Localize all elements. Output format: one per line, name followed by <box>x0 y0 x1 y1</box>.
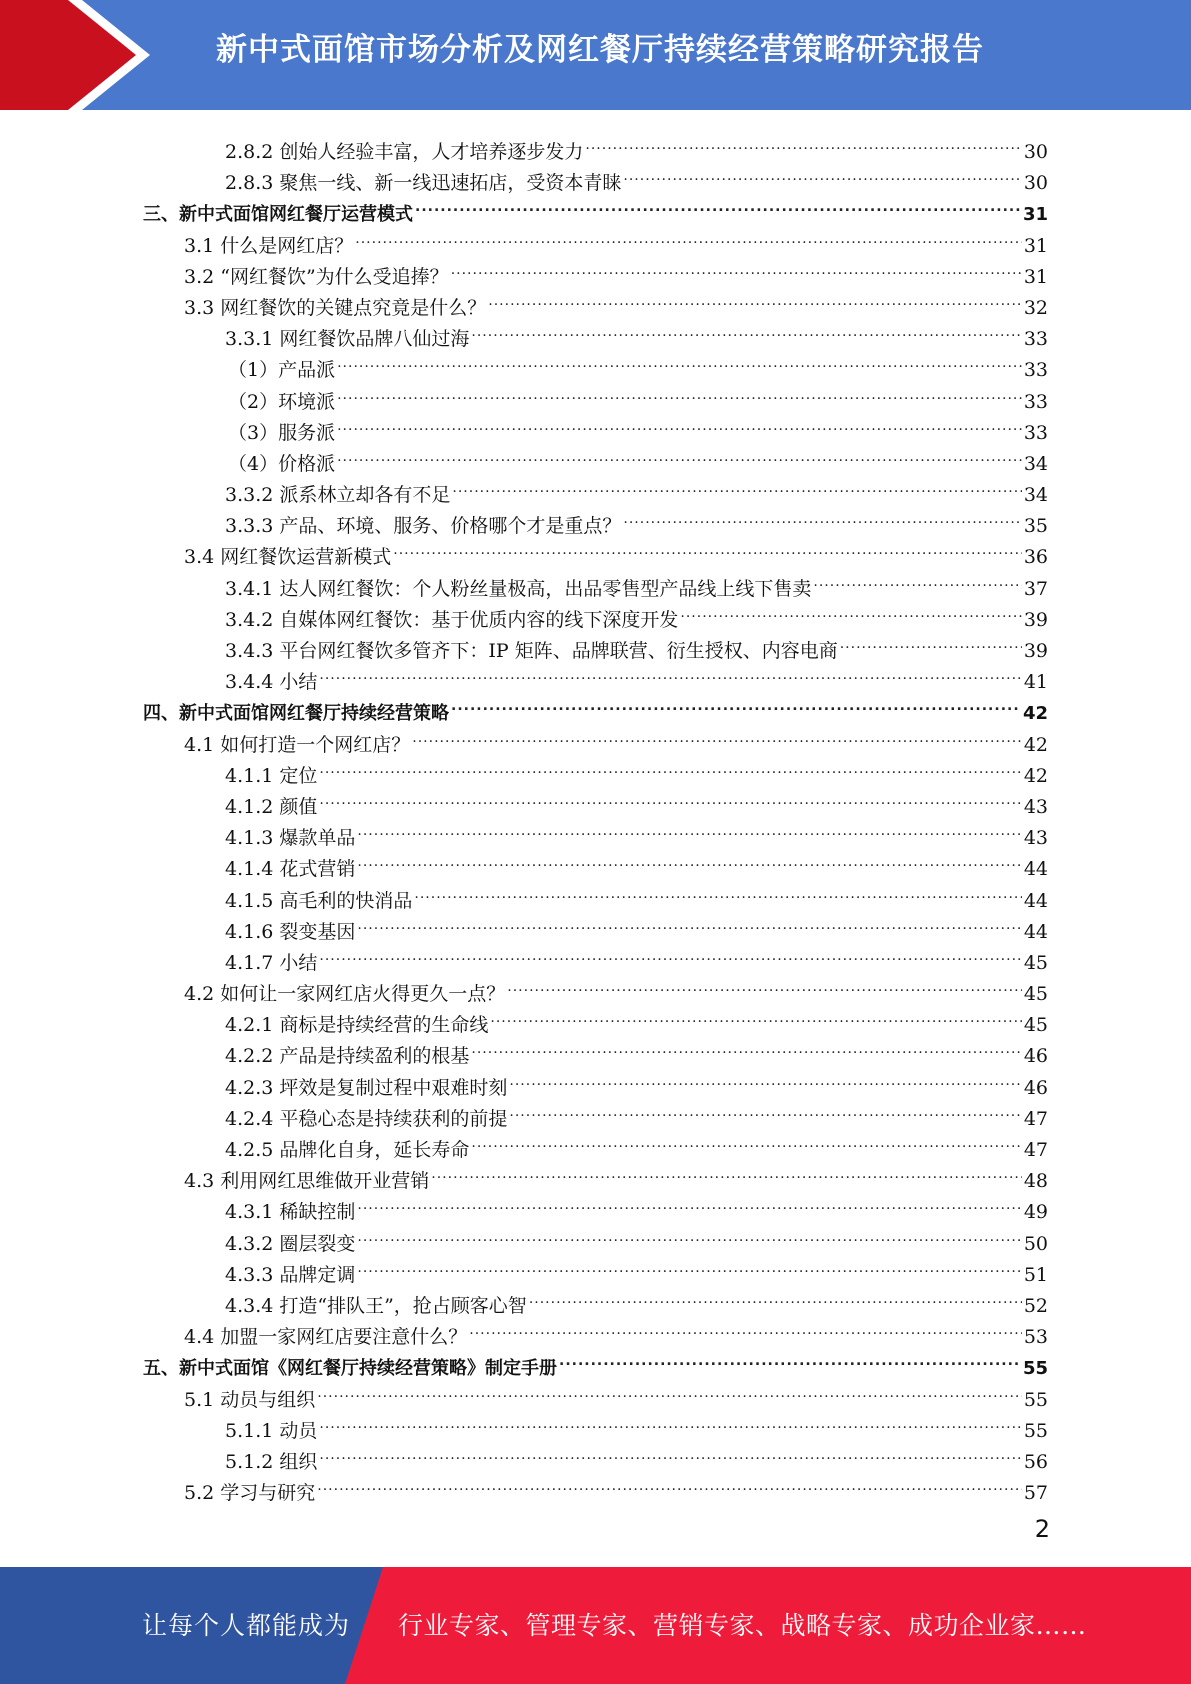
toc-dot-leader <box>471 1031 1021 1062</box>
toc-entry-page: 52 <box>1023 1294 1048 1317</box>
toc-entry-page: 44 <box>1023 858 1048 881</box>
toc-dot-leader <box>414 876 1021 907</box>
toc-entry[interactable] <box>0 127 1048 163</box>
toc-entry-title: 2.8.3 聚焦一线、新一线迅速拓店，受资本青睐 <box>225 172 622 195</box>
toc-entry[interactable] <box>0 876 1048 912</box>
toc-entry-title: 3.2 “网红餐饮”为什么受追捧？ <box>184 265 449 288</box>
toc-entry-page: 33 <box>1023 328 1048 351</box>
toc-entry-title: 3.4.1 达人网红餐饮：个人粉丝量极高，出品零售型产品线上线下售卖 <box>225 577 812 600</box>
toc-entry-title: （3）服务派 <box>228 421 336 444</box>
toc-dot-leader <box>529 1281 1022 1312</box>
toc-entry-title: 4.3.1 稀缺控制 <box>225 1201 356 1224</box>
toc-entry-title: 4.1 如何打造一个网红店？ <box>184 733 411 756</box>
toc-entry[interactable] <box>0 720 1048 756</box>
toc-entry[interactable] <box>0 314 1048 351</box>
toc-entry[interactable] <box>0 1281 1048 1317</box>
toc-entry-page: 45 <box>1023 951 1048 974</box>
toc-entry[interactable] <box>0 1094 1048 1130</box>
toc-entry-title: （4）价格派 <box>228 452 336 475</box>
toc-entry-title: 4.3.2 圈层裂变 <box>225 1232 356 1255</box>
toc-entry-title: 3.1 什么是网红店？ <box>184 234 354 257</box>
toc-entry-title: 3.3 网红餐饮的关键点究竟是什么？ <box>184 296 487 319</box>
toc-entry-title: 4.4 加盟一家网红店要注意什么？ <box>184 1326 468 1349</box>
toc-dot-leader <box>488 283 1022 314</box>
toc-entry-title: 3.3.3 产品、环境、服务、价格哪个才是重点？ <box>225 515 622 538</box>
toc-dot-leader <box>319 751 1021 782</box>
toc-entry-title: 4.3.4 打造“排队王”，抢占顾客心智 <box>225 1294 527 1317</box>
table-of-contents <box>0 127 1191 1505</box>
toc-entry-page: 39 <box>1023 608 1048 631</box>
toc-entry[interactable] <box>0 1468 1048 1505</box>
toc-entry-title: 3.4.2 自媒体网红餐饮：基于优质内容的线下深度开发 <box>225 608 679 631</box>
toc-entry-title: 4.1.6 裂变基因 <box>225 920 356 943</box>
toc-entry-page: 33 <box>1023 390 1048 413</box>
toc-entry-page: 57 <box>1023 1482 1048 1505</box>
toc-entry-page: 39 <box>1023 640 1048 662</box>
toc-entry[interactable] <box>0 283 1048 319</box>
toc-entry-page: 43 <box>1023 827 1048 850</box>
toc-entry-page: 33 <box>1023 359 1048 382</box>
toc-dot-leader <box>490 1000 1021 1031</box>
toc-dot-leader <box>451 688 1021 719</box>
toc-entry-page: 55 <box>1023 1419 1048 1442</box>
toc-entry[interactable] <box>0 1187 1048 1224</box>
toc-dot-leader <box>357 844 1021 875</box>
toc-entry-page: 53 <box>1023 1326 1048 1349</box>
toc-entry-title: 4.1.5 高毛利的快消品 <box>225 889 413 912</box>
toc-entry-page: 50 <box>1023 1232 1048 1255</box>
toc-entry[interactable] <box>0 377 1048 413</box>
toc-entry[interactable] <box>0 907 1048 943</box>
toc-entry-title: 3.4 网红餐饮运营新模式 <box>184 546 392 569</box>
toc-entry[interactable] <box>0 1250 1048 1286</box>
toc-entry[interactable] <box>0 751 1048 787</box>
toc-entry-title: 5.1.2 组织 <box>225 1450 318 1473</box>
toc-entry-title: 4.2.4 平稳心态是持续获利的前提 <box>225 1107 508 1130</box>
toc-dot-leader <box>509 1063 1021 1094</box>
toc-entry[interactable] <box>0 252 1048 288</box>
toc-dot-leader <box>813 564 1021 595</box>
toc-entry-page: 56 <box>1023 1450 1048 1473</box>
toc-dot-leader <box>319 1437 1021 1468</box>
header-red-arrow-icon <box>0 0 150 110</box>
toc-entry-page: 31 <box>1022 204 1048 226</box>
toc-entry-page: 31 <box>1023 265 1048 288</box>
toc-dot-leader <box>585 127 1021 158</box>
toc-entry-page: 47 <box>1023 1107 1048 1130</box>
toc-entry[interactable] <box>0 969 1048 1006</box>
toc-entry-title: 4.2.1 商标是持续经营的生命线 <box>225 1014 489 1037</box>
toc-entry[interactable] <box>0 595 1048 631</box>
toc-dot-leader <box>623 158 1021 189</box>
toc-entry[interactable] <box>0 345 1048 382</box>
toc-entry-title: 4.2.5 品牌化自身，延长寿命 <box>225 1139 470 1161</box>
toc-entry-page: 42 <box>1023 733 1048 756</box>
toc-entry-page: 49 <box>1023 1201 1048 1224</box>
page-number: 2 <box>1034 1515 1050 1543</box>
toc-dot-leader <box>337 408 1022 439</box>
toc-entry-page: 34 <box>1023 452 1048 475</box>
toc-entry-title: 4.1.2 颜值 <box>225 795 318 818</box>
toc-dot-leader <box>319 782 1021 813</box>
footer-slogan-right: 行业专家、管理专家、营销专家、战略专家、成功企业家…… <box>398 1611 1087 1640</box>
toc-dot-leader <box>337 345 1022 376</box>
toc-entry-title: 4.1.1 定位 <box>225 764 318 787</box>
toc-entry-title: 4.3 利用网红思维做开业营销 <box>184 1170 430 1193</box>
toc-dot-leader <box>680 595 1021 626</box>
toc-entry[interactable] <box>0 564 1048 600</box>
toc-dot-leader <box>840 626 1022 657</box>
toc-dot-leader <box>431 1156 1022 1187</box>
toc-dot-leader <box>357 1250 1021 1281</box>
toc-entry-page: 35 <box>1023 515 1048 538</box>
toc-entry-page: 42 <box>1023 764 1048 787</box>
toc-entry[interactable] <box>0 470 1048 507</box>
toc-entry-page: 33 <box>1023 421 1048 444</box>
toc-entry-page: 46 <box>1023 1076 1048 1099</box>
toc-dot-leader <box>471 314 1021 345</box>
toc-entry-page: 47 <box>1023 1139 1048 1161</box>
toc-dot-leader <box>507 969 1022 1000</box>
toc-entry[interactable] <box>0 189 1048 226</box>
toc-entry-page: 31 <box>1023 234 1048 257</box>
footer-bar <box>0 1567 1191 1684</box>
toc-dot-leader <box>319 1406 1021 1437</box>
toc-entry-page: 55 <box>1022 1358 1048 1380</box>
toc-entry[interactable] <box>0 626 1048 662</box>
toc-entry-title: 4.1.7 小结 <box>225 951 318 974</box>
toc-entry-page: 51 <box>1023 1263 1048 1286</box>
toc-entry-title: 3.4.3 平台网红餐饮多管齐下：IP 矩阵、品牌联营、衍生授权、内容电商 <box>225 640 838 662</box>
toc-dot-leader <box>319 657 1021 688</box>
toc-dot-leader <box>471 1125 1021 1156</box>
toc-entry-page: 45 <box>1023 983 1048 1006</box>
toc-dot-leader <box>559 1343 1021 1374</box>
toc-entry-page: 44 <box>1023 920 1048 943</box>
toc-entry-page: 46 <box>1023 1045 1048 1068</box>
footer-slogan-left: 让每个人都能成为 <box>142 1611 351 1640</box>
header-bar <box>0 0 1191 110</box>
toc-entry[interactable] <box>0 1031 1048 1068</box>
toc-entry-page: 36 <box>1023 546 1048 569</box>
toc-entry[interactable] <box>0 1437 1048 1473</box>
toc-entry[interactable] <box>0 844 1048 881</box>
toc-entry-title: 4.2.3 坪效是复制过程中艰难时刻 <box>225 1076 508 1099</box>
toc-dot-leader <box>357 1187 1021 1218</box>
toc-entry-title: 4.1.4 花式营销 <box>225 858 356 881</box>
toc-entry-title: 五、新中式面馆《网红餐厅持续经营策略》制定手册 <box>143 1358 557 1380</box>
toc-entry-page: 34 <box>1023 484 1048 507</box>
toc-entry-title: 2.8.2 创始人经验丰富，人才培养逐步发力 <box>225 141 584 163</box>
toc-entry[interactable] <box>0 1343 1048 1380</box>
toc-entry[interactable] <box>0 501 1048 538</box>
toc-entry[interactable] <box>0 1375 1048 1411</box>
toc-dot-leader <box>415 189 1021 220</box>
toc-entry[interactable] <box>0 1000 1048 1037</box>
document-title: 新中式面馆市场分析及网红餐厅持续经营策略研究报告 <box>216 32 984 68</box>
toc-entry-title: （2）环境派 <box>228 390 336 413</box>
toc-entry[interactable] <box>0 1156 1048 1193</box>
toc-dot-leader <box>412 720 1022 751</box>
toc-entry-page: 44 <box>1023 889 1048 912</box>
toc-dot-leader <box>355 221 1022 252</box>
toc-entry[interactable] <box>0 439 1048 475</box>
toc-entry-title: 5.1 动员与组织 <box>184 1388 316 1411</box>
toc-dot-leader <box>451 252 1022 283</box>
toc-dot-leader <box>452 470 1021 501</box>
toc-entry[interactable] <box>0 938 1048 974</box>
toc-dot-leader <box>337 439 1022 470</box>
toc-dot-leader <box>357 907 1021 938</box>
toc-entry-title: （1）产品派 <box>228 359 336 382</box>
toc-dot-leader <box>337 377 1022 408</box>
toc-entry-page: 48 <box>1023 1170 1048 1193</box>
toc-entry-page: 37 <box>1023 577 1048 600</box>
toc-dot-leader <box>319 938 1021 969</box>
toc-entry[interactable] <box>0 408 1048 444</box>
toc-entry[interactable] <box>0 532 1048 569</box>
toc-entry-page: 32 <box>1023 296 1048 319</box>
toc-entry[interactable] <box>0 688 1048 725</box>
toc-entry-title: 5.1.1 动员 <box>225 1419 318 1442</box>
toc-dot-leader <box>469 1312 1022 1343</box>
toc-entry-page: 43 <box>1023 795 1048 818</box>
toc-entry-page: 30 <box>1023 141 1048 163</box>
toc-entry-title: 5.2 学习与研究 <box>184 1482 316 1505</box>
toc-entry[interactable] <box>0 813 1048 850</box>
toc-entry-title: 四、新中式面馆网红餐厅持续经营策略 <box>143 703 449 725</box>
toc-entry-title: 3.4.4 小结 <box>225 671 318 694</box>
toc-dot-leader <box>357 813 1021 844</box>
toc-dot-leader <box>317 1375 1022 1406</box>
toc-entry[interactable] <box>0 1312 1048 1349</box>
toc-entry-page: 42 <box>1022 703 1048 725</box>
toc-entry-title: 4.1.3 爆款单品 <box>225 827 356 850</box>
toc-entry-title: 三、新中式面馆网红餐厅运营模式 <box>143 204 413 226</box>
toc-entry-page: 55 <box>1023 1388 1048 1411</box>
toc-entry-title: 4.2.2 产品是持续盈利的根基 <box>225 1045 470 1068</box>
toc-entry[interactable] <box>0 782 1048 818</box>
toc-entry[interactable] <box>0 1219 1048 1255</box>
toc-dot-leader <box>509 1094 1021 1125</box>
toc-entry-page: 41 <box>1023 671 1048 694</box>
toc-entry[interactable] <box>0 1125 1048 1161</box>
toc-dot-leader <box>357 1219 1021 1250</box>
toc-entry[interactable] <box>0 158 1048 195</box>
toc-entry[interactable] <box>0 1406 1048 1442</box>
toc-entry-title: 3.3.2 派系林立却各有不足 <box>225 484 451 507</box>
toc-dot-leader <box>623 501 1021 532</box>
toc-dot-leader <box>317 1468 1022 1499</box>
toc-entry[interactable] <box>0 221 1048 257</box>
toc-entry-page: 45 <box>1023 1014 1048 1037</box>
toc-entry[interactable] <box>0 1063 1048 1099</box>
toc-entry-page: 30 <box>1023 172 1048 195</box>
toc-entry-title: 3.3.1 网红餐饮品牌八仙过海 <box>225 328 470 351</box>
toc-entry-title: 4.2 如何让一家网红店火得更久一点？ <box>184 983 506 1006</box>
toc-dot-leader <box>393 532 1022 563</box>
toc-entry[interactable] <box>0 657 1048 694</box>
toc-entry-title: 4.3.3 品牌定调 <box>225 1263 356 1286</box>
